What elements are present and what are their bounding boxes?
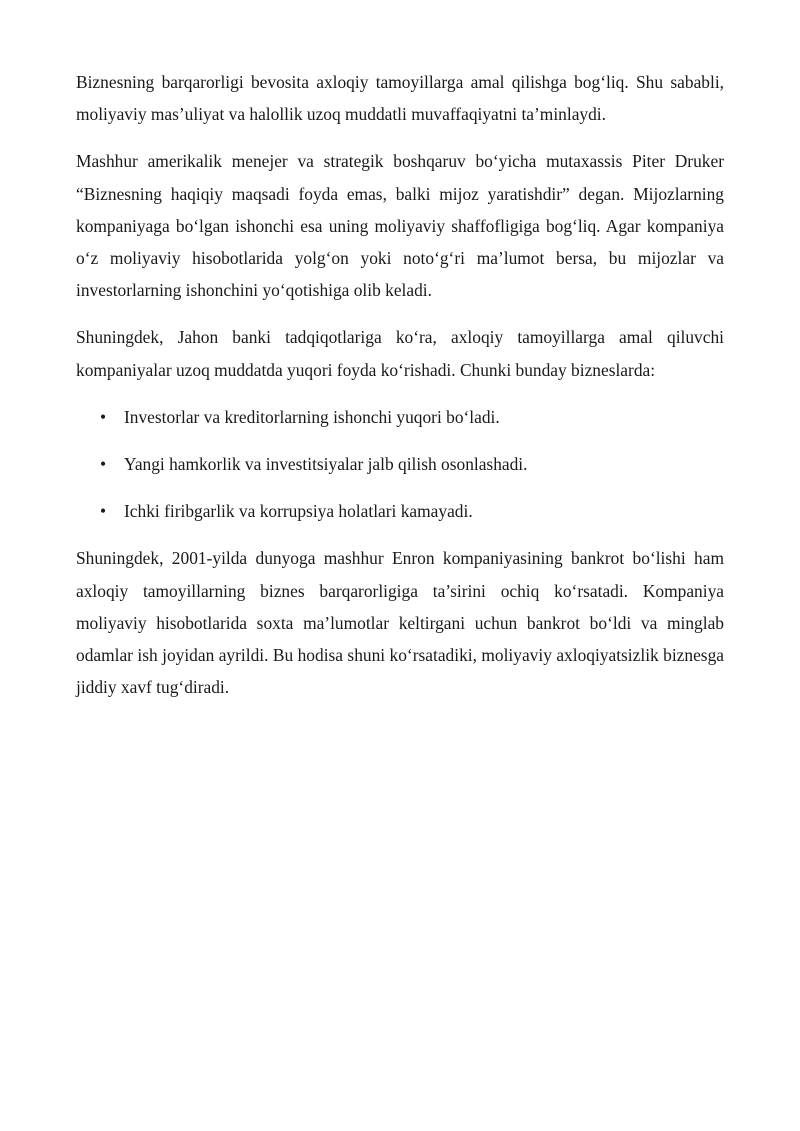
bullet-marker: •	[100, 454, 107, 475]
paragraph-intro: Biznesning barqarorligi bevosita axloqiy tamoyillarga amal qilishga bog‘liq. Shu sababli, moliyaviy mas’uliyat va halollik uzoq muddatli muvaffaqiyatni ta’minlaydi.	[76, 72, 724, 125]
list-item	[76, 401, 724, 433]
paragraph-enron: Shuningdek, 2001-yilda dunyoga mashhur Enron kompaniyasining bankrot bo‘lishi ham axloqiy tamoyillarning biznes barqarorligiga ta’sirini ochiq ko‘rsatadi. Kompaniya moliyaviy hisobotlarida soxta ma’lumotlar keltirgani uchun bankrot bo‘ldi va minglab odamlar ish joyidan ayrildi. Bu hodisa shuni ko‘rsatadiki, moliyaviy axloqiyatsizlik biznesga jiddiy xavf tug‘diradi.	[76, 548, 724, 698]
paragraph-world-bank: Shuningdek, Jahon banki tadqiqotlariga ko‘ra, axloqiy tamoyillarga amal qiluvchi kompaniyalar uzoq muddatda yuqori foyda ko‘rishadi. Chunki bunday bizneslarda:	[76, 327, 724, 380]
list-item-text: Ichki firibgarlik va korrupsiya holatlari kamayadi.	[124, 501, 473, 522]
list-item	[76, 495, 724, 527]
document-body	[76, 66, 724, 718]
paragraph-druker-quote: Mashhur amerikalik menejer va strategik boshqaruv bo‘yicha mutaxassis Piter Druker “Biznesning haqiqiy maqsadi foyda emas, balki mijoz yaratishdir” degan. Mijozlarning kompaniyaga bo‘lgan ishonchi esa uning moliyaviy shaffofligiga bog‘liq. Agar kompaniya o‘z moliyaviy hisobotlarida yolg‘on yoki noto‘g‘ri ma’lumot bersa, bu mijozlar va investorlarning ishonchini yo‘qotishiga olib keladi.	[76, 151, 724, 301]
list-item-text: Investorlar va kreditorlarning ishonchi yuqori bo‘ladi.	[124, 406, 500, 427]
benefits-list	[76, 401, 724, 528]
list-item-text: Yangi hamkorlik va investitsiyalar jalb qilish osonlashadi.	[124, 454, 528, 475]
bullet-marker: •	[100, 406, 107, 427]
list-item	[76, 448, 724, 480]
bullet-marker: •	[100, 501, 107, 522]
